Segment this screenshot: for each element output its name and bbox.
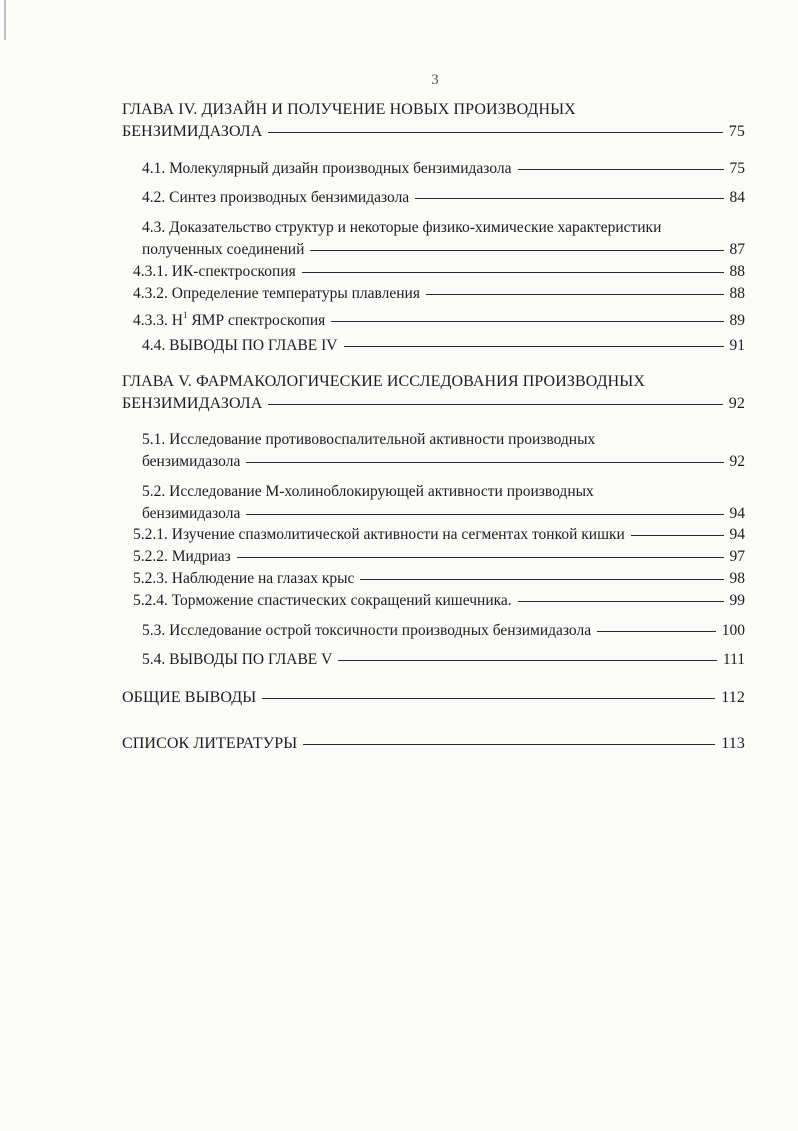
toc-entry-label: ОБЩИЕ ВЫВОДЫ — [122, 689, 257, 706]
toc-entry-suffix: ЯМР спектроскопия — [187, 312, 326, 330]
toc-entry-prefix: 4.3.3. Н — [133, 312, 183, 330]
leader-line — [246, 514, 723, 515]
toc-entry-label: бензимидазола — [142, 453, 241, 470]
leader-line — [268, 132, 722, 133]
superscript-one: 1 — [182, 310, 188, 320]
leader-line — [331, 321, 723, 322]
leader-line — [597, 631, 716, 632]
toc-entry-5-2-title: 5.2. Исследование М-холиноблокирующей активности производных — [142, 483, 594, 500]
leader-line — [303, 744, 715, 745]
toc-entry-4-3-title: 4.3. Доказательство структур и некоторые физико-химические характеристики — [142, 219, 662, 236]
leader-line — [360, 579, 723, 580]
toc-entry-5-2-3 — [133, 569, 745, 589]
toc-entry-label: СПИСОК ЛИТЕРАТУРЫ — [122, 735, 298, 752]
toc-entry-5-2-2 — [133, 547, 745, 567]
leader-line — [310, 250, 723, 251]
toc-entry-label: 4.3.1. ИК-спектроскопия — [133, 263, 296, 280]
toc-page-number: 97 — [729, 548, 745, 565]
toc-page-number: 94 — [729, 505, 745, 522]
toc-entry-4-3-1 — [133, 262, 745, 282]
toc-entry-5-1-title: 5.1. Исследование противовоспалительной активности производных — [142, 431, 596, 448]
toc-page-number: 111 — [722, 651, 745, 668]
toc-entry-5-3 — [142, 621, 745, 641]
toc-page-number: 92 — [728, 395, 745, 412]
toc-entry-references — [122, 734, 745, 754]
toc-page-number: 91 — [729, 337, 745, 354]
toc-page-number: 88 — [729, 263, 745, 280]
toc-entry-4-3-3 — [133, 306, 745, 331]
toc-page-number: 92 — [729, 453, 745, 470]
leader-line — [631, 535, 724, 536]
toc-entry-label: 4.2. Синтез производных бензимидазола — [142, 189, 410, 206]
toc-entry-4-1 — [142, 159, 745, 179]
toc-page-number: 88 — [729, 285, 745, 302]
leader-line — [338, 660, 717, 661]
page-number: 3 — [431, 72, 439, 88]
toc-entry-label: 5.4. ВЫВОДЫ ПО ГЛАВЕ V — [142, 651, 333, 668]
toc-entry-label: 5.2.2. Мидриаз — [133, 548, 231, 565]
toc-entry-4-3-2 — [133, 284, 745, 304]
toc-page-number: 89 — [729, 312, 745, 330]
toc-entry-chapter-4 — [122, 122, 745, 142]
leader-line — [246, 462, 723, 463]
toc-entry-label: БЕНЗИМИДАЗОЛА — [122, 395, 263, 412]
toc-page-number: 113 — [721, 735, 745, 752]
toc-page-number: 94 — [729, 526, 745, 543]
toc-chapter-5-title: ГЛАВА V. ФАРМАКОЛОГИЧЕСКИЕ ИССЛЕДОВАНИЯ ПРОИЗВОДНЫХ — [122, 373, 645, 390]
toc-entry-label: 5.2.4. Торможение спастических сокращений кишечника. — [133, 592, 512, 609]
toc-entry-5-2-1 — [133, 525, 745, 545]
toc-entry-4-3 — [142, 240, 745, 260]
toc-entry-label: 4.3.2. Определение температуры плавления — [133, 285, 420, 302]
leader-line — [302, 272, 724, 273]
toc-entry-4-4 — [142, 336, 745, 356]
leader-line — [268, 404, 722, 405]
toc-page-number: 87 — [729, 241, 745, 258]
toc-entry-label: бензимидазола — [142, 505, 241, 522]
toc-entry-label: БЕНЗИМИДАЗОЛА — [122, 123, 263, 140]
toc-entry-5-2-4 — [133, 591, 745, 611]
leader-line — [518, 169, 724, 170]
toc-entry-chapter-5 — [122, 394, 745, 414]
toc-entry-5-4 — [142, 650, 745, 670]
scan-edge-mark — [4, 0, 6, 40]
toc-entry-conclusions — [122, 688, 745, 708]
toc-entry-label: полученных соединений — [142, 241, 305, 258]
toc-entry-label: 5.3. Исследование острой токсичности производных бензимидазола — [142, 622, 592, 639]
toc-entry-label: 5.2.1. Изучение спазмолитической активности на сегментах тонкой кишки — [133, 526, 625, 543]
toc-page-number: 99 — [729, 592, 745, 609]
leader-line — [426, 294, 724, 295]
leader-line — [518, 601, 724, 602]
toc-entry-label — [133, 306, 325, 331]
toc-chapter-4-title: ГЛАВА IV. ДИЗАЙН И ПОЛУЧЕНИЕ НОВЫХ ПРОИЗВОДНЫХ — [122, 101, 576, 118]
toc-page-number: 100 — [721, 622, 745, 639]
toc-entry-4-2 — [142, 188, 745, 208]
toc-page-number: 112 — [721, 689, 745, 706]
toc-page-number: 75 — [728, 123, 745, 140]
leader-line — [262, 698, 715, 699]
leader-line — [415, 198, 723, 199]
toc-page-number: 84 — [729, 189, 745, 206]
toc-page-number: 75 — [729, 160, 745, 177]
toc-page-number: 98 — [729, 570, 745, 587]
toc-entry-5-2 — [142, 504, 745, 524]
toc-entry-label: 5.2.3. Наблюдение на глазах крыс — [133, 570, 355, 587]
leader-line — [344, 346, 724, 347]
toc-entry-5-1 — [142, 452, 745, 472]
leader-line — [237, 557, 724, 558]
toc-entry-label: 4.1. Молекулярный дизайн производных бензимидазола — [142, 160, 512, 177]
toc-entry-label: 4.4. ВЫВОДЫ ПО ГЛАВЕ IV — [142, 337, 338, 354]
